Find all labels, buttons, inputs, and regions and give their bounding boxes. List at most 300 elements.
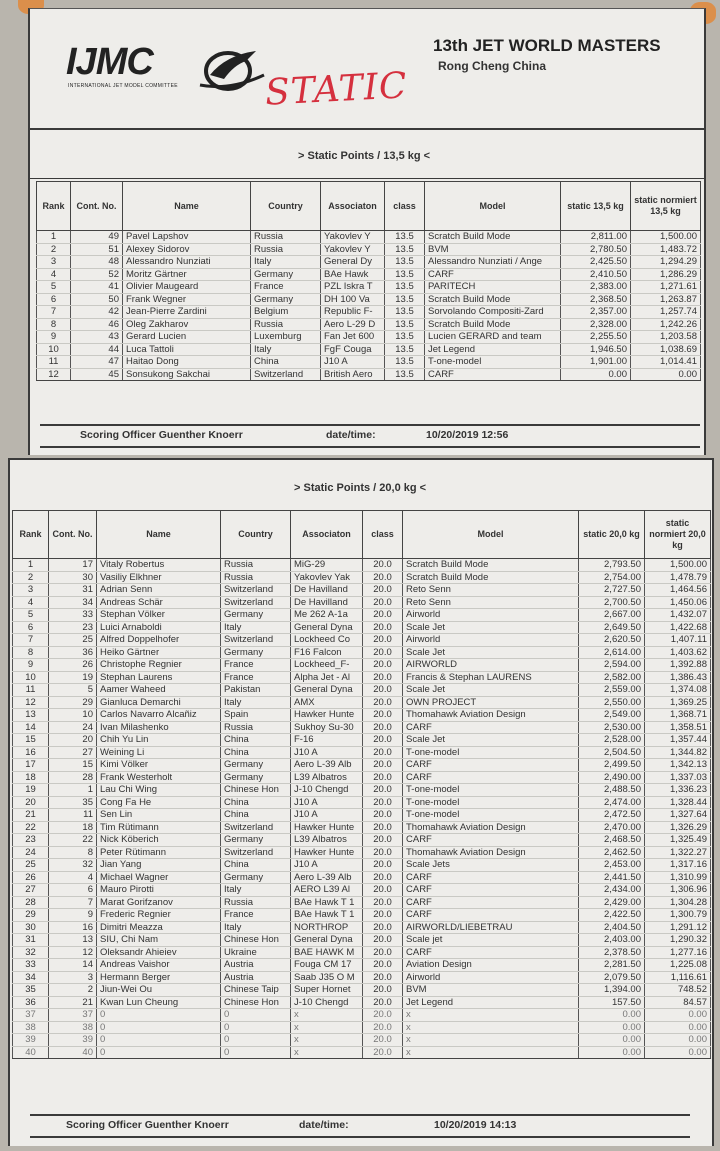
cell-name: Alexey Sidorov	[123, 243, 251, 256]
cell-name: Christophe Regnier	[97, 659, 221, 672]
cell-model: Scratch Build Mode	[403, 559, 579, 572]
cell-static: 2,357.00	[561, 306, 631, 319]
cell-name: Sonsukong Sakchai	[123, 368, 251, 381]
cell-static: 0.00	[579, 1021, 645, 1034]
cell-static: 2,472.50	[579, 809, 645, 822]
cell-country: Austria	[221, 971, 291, 984]
cell-name: Michael Wagner	[97, 871, 221, 884]
cell-static: 2,429.00	[579, 896, 645, 909]
handwritten-static-note: STATIC	[264, 65, 409, 114]
cell-cont-no: 37	[49, 1009, 97, 1022]
results-sheet-13-5kg	[28, 8, 706, 455]
cell-model: Sorvolando Compositi-Zard	[425, 306, 561, 319]
cell-model: x	[403, 1034, 579, 1047]
cell-association: Aero L-39 Alb	[291, 759, 363, 772]
cell-country: Germany	[221, 646, 291, 659]
cell-class: 20.0	[363, 596, 403, 609]
cell-static: 2,528.00	[579, 734, 645, 747]
cell-model: CARF	[403, 896, 579, 909]
cell-static: 0.00	[561, 368, 631, 381]
cell-model: Scale Jet	[403, 734, 579, 747]
cell-name: Chih Yu Lin	[97, 734, 221, 747]
table-row	[13, 596, 711, 609]
cell-rank: 6	[37, 293, 71, 306]
cell-cont-no: 13	[49, 934, 97, 947]
cell-static: 0.00	[579, 1009, 645, 1022]
cell-model: BVM	[425, 243, 561, 256]
cell-cont-no: 36	[49, 646, 97, 659]
cell-model: CARF	[425, 368, 561, 381]
column-header-country: Country	[221, 511, 291, 559]
cell-name: Olivier Maugeard	[123, 281, 251, 294]
cell-cont-no: 40	[49, 1046, 97, 1059]
cell-country: Germany	[221, 759, 291, 772]
logo-text: IJMC	[66, 41, 153, 83]
table-row	[13, 646, 711, 659]
cell-class: 20.0	[363, 984, 403, 997]
cell-rank: 27	[13, 884, 49, 897]
cell-static: 1,394.00	[579, 984, 645, 997]
cell-rank: 35	[13, 984, 49, 997]
cell-model: Thomahawk Aviation Design	[403, 709, 579, 722]
cell-rank: 17	[13, 759, 49, 772]
cell-static-normiert: 1,403.62	[645, 646, 711, 659]
cell-static-normiert: 1,386.43	[645, 671, 711, 684]
cell-static: 2,594.00	[579, 659, 645, 672]
cell-static-normiert: 1,500.00	[631, 231, 701, 244]
cell-country: Russia	[251, 231, 321, 244]
table-row	[13, 609, 711, 622]
column-header-rank: Rank	[37, 182, 71, 231]
cell-static: 2,441.50	[579, 871, 645, 884]
cell-cont-no: 22	[49, 834, 97, 847]
cell-association: Fouga CM 17	[291, 959, 363, 972]
cell-rank: 7	[13, 634, 49, 647]
cell-rank: 19	[13, 784, 49, 797]
cell-country: France	[221, 659, 291, 672]
cell-static-normiert: 1,328.44	[645, 796, 711, 809]
cell-model: CARF	[403, 909, 579, 922]
cell-name: Jean-Pierre Zardini	[123, 306, 251, 319]
cell-rank: 33	[13, 959, 49, 972]
scoring-officer: Scoring Officer Guenther Knoerr	[80, 429, 243, 441]
cell-name: Kwan Lun Cheung	[97, 996, 221, 1009]
cell-name: Kimi Völker	[97, 759, 221, 772]
cell-country: Pakistan	[221, 684, 291, 697]
event-title: 13th JET WORLD MASTERS	[433, 36, 661, 55]
cell-name: Vitaly Robertus	[97, 559, 221, 572]
table-row	[13, 659, 711, 672]
cell-cont-no: 51	[71, 243, 123, 256]
cell-model: CARF	[425, 268, 561, 281]
table-row	[13, 696, 711, 709]
column-header-static-normiert: static normiert 20,0 kg	[645, 511, 711, 559]
cell-association: Fan Jet 600	[321, 331, 385, 344]
cell-static: 2,404.50	[579, 921, 645, 934]
cell-class: 20.0	[363, 646, 403, 659]
cell-static-normiert: 1,317.16	[645, 859, 711, 872]
cell-static-normiert: 1,357.44	[645, 734, 711, 747]
cell-static: 2,727.50	[579, 584, 645, 597]
cell-class: 13.5	[385, 306, 425, 319]
datetime-value: 10/20/2019 12:56	[426, 429, 509, 441]
cell-rank: 23	[13, 834, 49, 847]
cell-name: Alfred Doppelhofer	[97, 634, 221, 647]
cell-cont-no: 30	[49, 571, 97, 584]
cell-association: Saab J35 O M	[291, 971, 363, 984]
cell-class: 13.5	[385, 281, 425, 294]
cell-name: Tim Rütimann	[97, 821, 221, 834]
cell-association: MiG-29	[291, 559, 363, 572]
cell-static: 2,328.00	[561, 318, 631, 331]
cell-model: Lucien GERARD and team	[425, 331, 561, 344]
cell-rank: 1	[13, 559, 49, 572]
cell-model: T-one-model	[403, 809, 579, 822]
table-row	[13, 959, 711, 972]
cell-static-normiert: 1,304.28	[645, 896, 711, 909]
cell-rank: 34	[13, 971, 49, 984]
cell-model: OWN PROJECT	[403, 696, 579, 709]
cell-rank: 21	[13, 809, 49, 822]
cell-rank: 5	[37, 281, 71, 294]
cell-class: 20.0	[363, 946, 403, 959]
column-header-model: Model	[403, 511, 579, 559]
cell-class: 20.0	[363, 659, 403, 672]
cell-rank: 38	[13, 1021, 49, 1034]
table-row	[37, 368, 701, 381]
table-row	[37, 293, 701, 306]
divider	[30, 178, 704, 179]
cell-class: 20.0	[363, 734, 403, 747]
cell-cont-no: 27	[49, 746, 97, 759]
cell-class: 20.0	[363, 746, 403, 759]
table-row	[13, 1009, 711, 1022]
cell-static-normiert: 1,294.29	[631, 256, 701, 269]
cell-country: Russia	[221, 896, 291, 909]
cell-class: 13.5	[385, 293, 425, 306]
cell-name: Heiko Gärtner	[97, 646, 221, 659]
cell-rank: 2	[13, 571, 49, 584]
cell-static-normiert: 1,369.25	[645, 696, 711, 709]
cell-cont-no: 9	[49, 909, 97, 922]
cell-association: AERO L39 Al	[291, 884, 363, 897]
cell-class: 20.0	[363, 1034, 403, 1047]
cell-static: 2,378.50	[579, 946, 645, 959]
cell-static: 2,255.50	[561, 331, 631, 344]
table-row	[13, 559, 711, 572]
cell-association: J-10 Chengd	[291, 784, 363, 797]
cell-model: CARF	[403, 759, 579, 772]
table-row	[13, 846, 711, 859]
cell-model: BVM	[403, 984, 579, 997]
cell-association: BAe Hawk T 1	[291, 896, 363, 909]
table-row	[13, 709, 711, 722]
cell-association: NORTHROP	[291, 921, 363, 934]
cell-class: 20.0	[363, 959, 403, 972]
cell-cont-no: 7	[49, 896, 97, 909]
cell-name: 0	[97, 1034, 221, 1047]
cell-country: Switzerland	[221, 596, 291, 609]
cell-association: FgF Couga	[321, 343, 385, 356]
cell-static: 2,468.50	[579, 834, 645, 847]
cell-static: 2,530.00	[579, 721, 645, 734]
cell-static-normiert: 1,290.32	[645, 934, 711, 947]
cell-class: 20.0	[363, 971, 403, 984]
column-header-static: static 13,5 kg	[561, 182, 631, 231]
cell-rank: 30	[13, 921, 49, 934]
cell-static: 2,649.50	[579, 621, 645, 634]
cell-cont-no: 5	[49, 684, 97, 697]
cell-static: 2,620.50	[579, 634, 645, 647]
cell-model: AIRWORLD	[403, 659, 579, 672]
cell-cont-no: 20	[49, 734, 97, 747]
cell-static: 2,700.50	[579, 596, 645, 609]
table-row	[13, 1046, 711, 1059]
cell-static-normiert: 1,450.06	[645, 596, 711, 609]
cell-static: 2,549.00	[579, 709, 645, 722]
cell-name: Frederic Regnier	[97, 909, 221, 922]
cell-static-normiert: 1,310.99	[645, 871, 711, 884]
cell-static-normiert: 1,337.03	[645, 771, 711, 784]
cell-cont-no: 16	[49, 921, 97, 934]
cell-cont-no: 50	[71, 293, 123, 306]
cell-static: 2,614.00	[579, 646, 645, 659]
table-row	[13, 871, 711, 884]
cell-model: CARF	[403, 721, 579, 734]
cell-rank: 16	[13, 746, 49, 759]
cell-static-normiert: 1,478.79	[645, 571, 711, 584]
cell-name: Carlos Navarro Alcañiz	[97, 709, 221, 722]
cell-name: Adrian Senn	[97, 584, 221, 597]
cell-country: 0	[221, 1021, 291, 1034]
table-row	[37, 306, 701, 319]
table-row	[37, 243, 701, 256]
table-row	[13, 759, 711, 772]
cell-class: 20.0	[363, 784, 403, 797]
cell-static: 2,434.00	[579, 884, 645, 897]
table-row	[13, 996, 711, 1009]
cell-name: Peter Rütimann	[97, 846, 221, 859]
datetime-label: date/time:	[326, 429, 376, 441]
cell-name: Frank Westerholt	[97, 771, 221, 784]
cell-class: 20.0	[363, 671, 403, 684]
cell-cont-no: 29	[49, 696, 97, 709]
cell-country: Germany	[221, 834, 291, 847]
cell-static: 2,368.50	[561, 293, 631, 306]
cell-association: De Havilland	[291, 584, 363, 597]
cell-country: Austria	[221, 959, 291, 972]
cell-country: Switzerland	[251, 368, 321, 381]
cell-association: Lockheed Co	[291, 634, 363, 647]
cell-country: China	[221, 734, 291, 747]
cell-class: 20.0	[363, 571, 403, 584]
cell-country: 0	[221, 1034, 291, 1047]
cell-country: Russia	[251, 243, 321, 256]
table-row	[13, 946, 711, 959]
cell-cont-no: 38	[49, 1021, 97, 1034]
cell-class: 20.0	[363, 884, 403, 897]
column-header-cont-no: Cont. No.	[49, 511, 97, 559]
cell-association: De Havilland	[291, 596, 363, 609]
cell-rank: 36	[13, 996, 49, 1009]
column-header-association: Associaton	[291, 511, 363, 559]
cell-cont-no: 39	[49, 1034, 97, 1047]
cell-country: Italy	[221, 884, 291, 897]
cell-model: CARF	[403, 946, 579, 959]
cell-model: Airworld	[403, 971, 579, 984]
table-title: > Static Points / 13,5 kg <	[298, 150, 431, 162]
table-row	[13, 934, 711, 947]
cell-class: 20.0	[363, 584, 403, 597]
cell-country: 0	[221, 1046, 291, 1059]
datetime-value: 10/20/2019 14:13	[434, 1119, 517, 1131]
cell-static: 2,793.50	[579, 559, 645, 572]
cell-name: Jiun-Wei Ou	[97, 984, 221, 997]
table-title: > Static Points / 20,0 kg <	[294, 482, 427, 494]
cell-rank: 3	[37, 256, 71, 269]
cell-country: China	[251, 356, 321, 369]
cell-static: 2,410.50	[561, 268, 631, 281]
cell-rank: 22	[13, 821, 49, 834]
cell-static: 2,559.00	[579, 684, 645, 697]
cell-static: 2,811.00	[561, 231, 631, 244]
cell-name: Luici Arnaboldi	[97, 621, 221, 634]
cell-country: Germany	[221, 609, 291, 622]
cell-class: 13.5	[385, 343, 425, 356]
cell-model: T-one-model	[425, 356, 561, 369]
cell-static: 1,901.00	[561, 356, 631, 369]
cell-association: General Dyna	[291, 934, 363, 947]
cell-cont-no: 41	[71, 281, 123, 294]
cell-country: Germany	[251, 293, 321, 306]
table-row	[13, 809, 711, 822]
cell-country: France	[251, 281, 321, 294]
cell-static: 2,462.50	[579, 846, 645, 859]
cell-country: Switzerland	[221, 846, 291, 859]
cell-static-normiert: 1,327.64	[645, 809, 711, 822]
cell-class: 20.0	[363, 709, 403, 722]
cell-association: DH 100 Va	[321, 293, 385, 306]
cell-association: Aero L-39 Alb	[291, 871, 363, 884]
cell-static-normiert: 1,322.27	[645, 846, 711, 859]
table-row	[37, 256, 701, 269]
cell-country: China	[221, 809, 291, 822]
cell-static-normiert: 1,325.49	[645, 834, 711, 847]
cell-model: T-one-model	[403, 784, 579, 797]
cell-name: Gianluca Demarchi	[97, 696, 221, 709]
cell-class: 20.0	[363, 909, 403, 922]
cell-model: Scale Jet	[403, 646, 579, 659]
cell-name: Pavel Lapshov	[123, 231, 251, 244]
cell-name: 0	[97, 1009, 221, 1022]
cell-association: x	[291, 1034, 363, 1047]
table-row	[13, 634, 711, 647]
cell-rank: 25	[13, 859, 49, 872]
cell-country: Italy	[221, 921, 291, 934]
cell-rank: 2	[37, 243, 71, 256]
cell-rank: 1	[37, 231, 71, 244]
cell-rank: 6	[13, 621, 49, 634]
cell-name: Haitao Dong	[123, 356, 251, 369]
cell-association: British Aero	[321, 368, 385, 381]
cell-class: 20.0	[363, 684, 403, 697]
cell-static-normiert: 1,326.29	[645, 821, 711, 834]
table-row	[13, 734, 711, 747]
cell-static: 2,504.50	[579, 746, 645, 759]
cell-name: Gerard Lucien	[123, 331, 251, 344]
cell-cont-no: 33	[49, 609, 97, 622]
cell-static: 157.50	[579, 996, 645, 1009]
cell-static-normiert: 1,407.11	[645, 634, 711, 647]
column-header-country: Country	[251, 182, 321, 231]
cell-class: 13.5	[385, 268, 425, 281]
cell-cont-no: 34	[49, 596, 97, 609]
cell-static-normiert: 1,374.08	[645, 684, 711, 697]
results-table-20kg	[12, 510, 711, 1059]
cell-name: SIU, Chi Nam	[97, 934, 221, 947]
column-header-class: class	[363, 511, 403, 559]
cell-static-normiert: 1,257.74	[631, 306, 701, 319]
table-header-row	[13, 511, 711, 559]
table-row	[13, 584, 711, 597]
cell-cont-no: 28	[49, 771, 97, 784]
cell-static-normiert: 1,422.68	[645, 621, 711, 634]
cell-static-normiert: 1,344.82	[645, 746, 711, 759]
column-header-model: Model	[425, 182, 561, 231]
cell-rank: 31	[13, 934, 49, 947]
scoring-officer: Scoring Officer Guenther Knoerr	[66, 1119, 229, 1131]
cell-static-normiert: 1,225.08	[645, 959, 711, 972]
cell-cont-no: 18	[49, 821, 97, 834]
cell-cont-no: 10	[49, 709, 97, 722]
cell-static: 2,470.00	[579, 821, 645, 834]
cell-association: Hawker Hunte	[291, 846, 363, 859]
cell-association: Aero L-29 D	[321, 318, 385, 331]
cell-association: J-10 Chengd	[291, 996, 363, 1009]
table-row	[13, 684, 711, 697]
cell-class: 20.0	[363, 634, 403, 647]
cell-cont-no: 32	[49, 859, 97, 872]
cell-cont-no: 45	[71, 368, 123, 381]
table-row	[37, 356, 701, 369]
cell-association: Sukhoy Su-30	[291, 721, 363, 734]
cell-static: 2,499.50	[579, 759, 645, 772]
cell-name: Dimitri Meazza	[97, 921, 221, 934]
cell-static-normiert: 1,014.41	[631, 356, 701, 369]
results-table-13-5kg	[36, 181, 701, 381]
cell-static: 2,490.00	[579, 771, 645, 784]
cell-country: Switzerland	[221, 634, 291, 647]
cell-association: General Dyna	[291, 684, 363, 697]
cell-cont-no: 26	[49, 659, 97, 672]
cell-model: CARF	[403, 834, 579, 847]
table-row	[37, 231, 701, 244]
cell-association: J10 A	[291, 746, 363, 759]
cell-static: 2,453.00	[579, 859, 645, 872]
cell-association: Hawker Hunte	[291, 709, 363, 722]
cell-cont-no: 49	[71, 231, 123, 244]
cell-class: 20.0	[363, 771, 403, 784]
cell-cont-no: 2	[49, 984, 97, 997]
ijmc-logo	[66, 41, 256, 97]
cell-rank: 8	[37, 318, 71, 331]
cell-model: x	[403, 1009, 579, 1022]
cell-association: x	[291, 1009, 363, 1022]
cell-country: Italy	[251, 256, 321, 269]
cell-country: Belgium	[251, 306, 321, 319]
cell-class: 13.5	[385, 331, 425, 344]
cell-static: 2,582.00	[579, 671, 645, 684]
